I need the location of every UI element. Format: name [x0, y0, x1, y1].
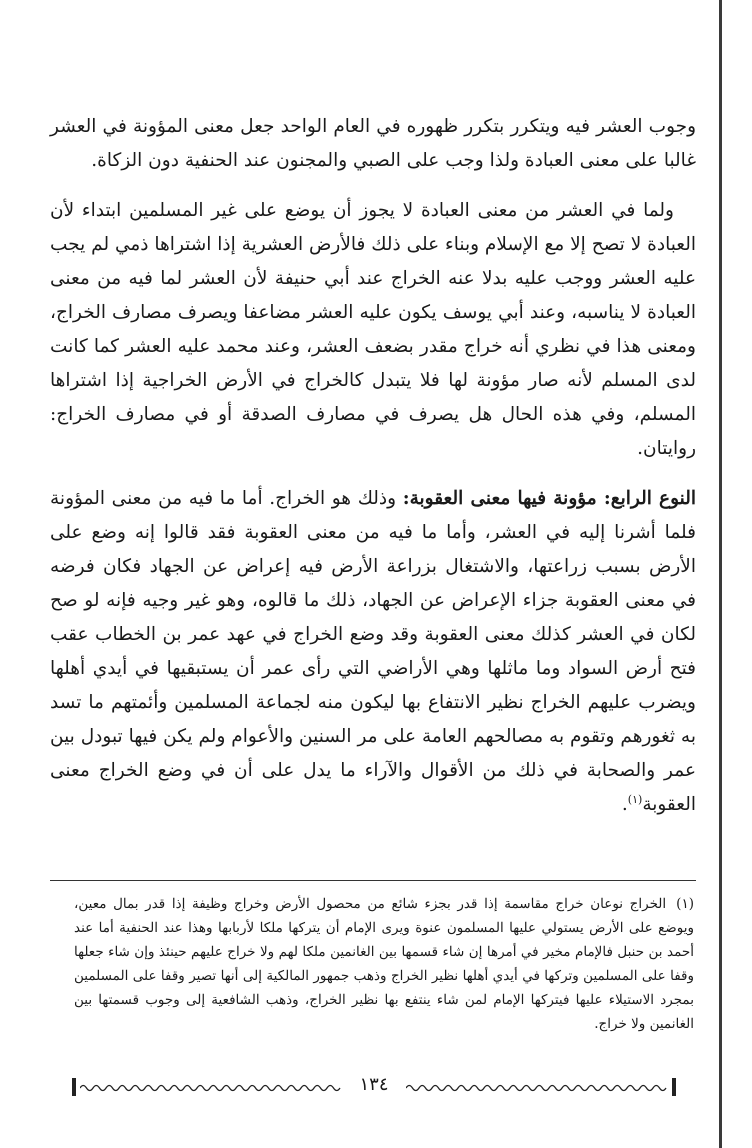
footnote-separator: [50, 880, 696, 881]
paragraph-3-text: وذلك هو الخراج. أما ما فيه من معنى المؤونة فلما أشرنا إليه في العشر، وأما ما فيه من معنى العقوبة فقد قالوا إنه وضع على الأرض بسبب زراعتها، والاشتغال بزراعة الأرض فيه إعراض عن الجهاد فكان فرضه في معنى العقوبة جزاء الإعراض عن الجهاد، ذلك ما قالوه، وهو غير وجيه فإنه لو صح لكان في العشر كذلك معنى العقوبة وقد وضع الخراج في عهد عمر بن الخطاب عقب فتح أرض السواد وما ماثلها وهي الأراضي التي رأى عمر أن يستبقيها في أيدي أهلها ويضرب عليهم الخراج نظير الانتفاع بها ليكون منه لجماعة المسلمين وأئمتهم ما تسد به ثغورهم وتقوم به مصالحهم العامة على مر السنين والأعوام ولم يكن فيها تبودل بين عمر والصحابة في ذلك من الأقوال والآراء ما يدل على أن في وضع الخراج معنى العقوبة: [50, 488, 696, 815]
footnotes-section: [74, 892, 694, 1036]
footer-bar-right: [672, 1078, 676, 1096]
footer-ornament-right: [406, 1082, 668, 1094]
page-footer: [72, 1076, 676, 1100]
paragraph-2: [50, 194, 696, 466]
section-heading-fourth-type: النوع الرابع: مؤونة فيها معنى العقوبة:: [402, 488, 697, 509]
paragraph-1: وجوب العشر فيه ويتكرر بتكرر ظهوره في العام الواحد جعل معنى المؤونة في العشر غالبا على معنى العبادة ولذا وجب على الصبي والمجنون عند الحنفية دون الزكاة.: [50, 116, 696, 171]
footnote-reference[interactable]: (١): [627, 792, 643, 806]
paragraph-3-end: .: [621, 794, 628, 815]
paragraph-3: [50, 482, 696, 822]
scan-page-edge: [719, 0, 722, 1148]
page-number: ١٣٤: [359, 1074, 389, 1095]
footnote-number: (١): [676, 896, 694, 912]
book-page-body: [50, 110, 696, 822]
footnote-text: الخراج نوعان خراج مقاسمة إذا قدر بجزء شائع من محصول الأرض وخراج وظيفة إذا قدر بمال معين، ويوضع على الأرض يستولي عليها المسلمون عنوة ويرى الإمام أن يتركها ملكا لأربابها وهذا عند الحنفية أما عند أحمد بن حنبل فالإمام مخير في أمرها إن شاء قسمها بين الغانمين ملكا لهم ولا خراج عليهم حينئذ وإن شاء جعلها وقفا على المسلمين وتركها في أيدي أهلها نظير الخراج وذهب جمهور المالكية إلى أنها تصير وقفا على المسلمين بمجرد الاستيلاء عليها فيتركها الإمام لمن شاء ينتفع بها نظير الخراج، وذهب الشافعية إلى وجوب قسمتها بين الغانمين ولا خراج.: [74, 896, 694, 1032]
paragraph-2-text: ولما في العشر من معنى العبادة لا يجوز أن يوضع على غير المسلمين ابتداء لأن العبادة لا تصح إلا مع الإسلام وبناء على ذلك فالأرض العشرية إذا اشتراها ذمي لم يجب عليه العشر ووجب عليه بدلا عنه الخراج عند أبي حنيفة لأن العشر لما فيه من معنى العبادة لا يناسبه، وعند أبي يوسف يكون عليه العشر مضاعفا ويصرف مصارف الخراج، ومعنى هذا في نظري أنه خراج مقدر بضعف العشر، وعند محمد عليه العشر كما كانت لدى المسلم لأنه صار مؤونة لها فلا يتبدل كالخراج في الأرض الخراجية إذا اشتراها المسلم، وفي هذه الحال هل يصرف في مصارف الصدقة أو في مصارف الخراج: روايتان.: [50, 200, 696, 459]
